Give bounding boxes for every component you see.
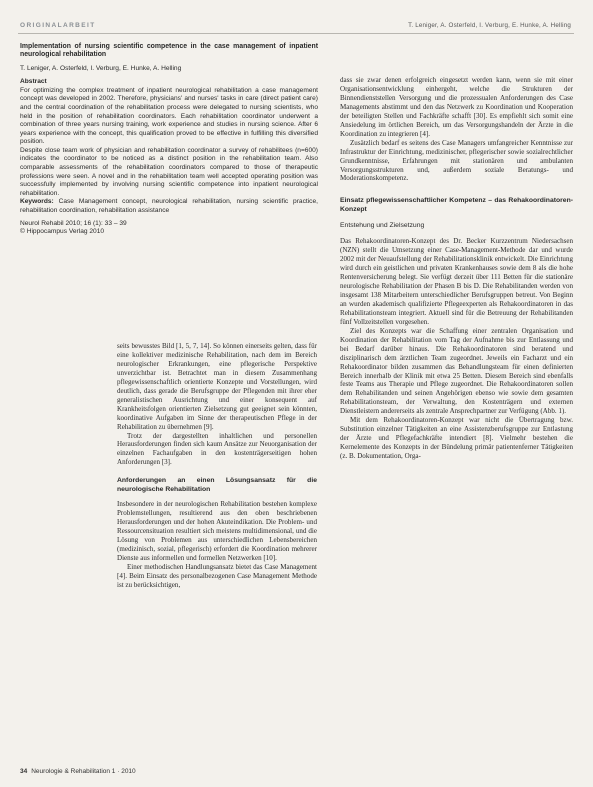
keywords: [20, 198, 318, 215]
section-heading: Einsatz pflegewissenschaftlicher Kompetenz – das Rehakoordinatoren-Konzept: [340, 197, 573, 213]
article-title: Implementation of nursing scientific competence in the case management of inpatient neurological rehabilitation: [20, 43, 318, 59]
page-number: 34: [20, 768, 28, 775]
left-column: [117, 342, 317, 590]
paragraph: Trotz der dargestellten inhaltlichen und personellen Herausforderungen finden sich kaum Ansätze zur Neuorganisation der einzelnen Fachaufgaben in den kostenträgerseitigen hohen Anforderungen [3].: [117, 431, 317, 467]
keywords-label: Keywords:: [20, 198, 54, 206]
right-column: [340, 76, 573, 461]
article-authors: T. Leniger, A. Osterfeld, I. Verburg, E. Hunke, A. Helling: [20, 64, 182, 72]
header-rule: [18, 33, 574, 34]
abstract-paragraph: Despite close team work of physician and rehabilitation coordinator a survey of rehabilitees (n=600) indicates the coordinator to be noticed as a distinct position in the rehabilitation team. Also comparable assessments of the rehabilitation coordinators compared to those of therapeutic professions were seen. A novel and in the rehabilitation team well accepted operating position was successfully implemented by involving nursing scientific competence into inpatient neurological rehabilitation.: [20, 146, 318, 197]
paragraph: Mit dem Rehakoordinatoren-Konzept war nicht die Übertragung bzw. Substitution einzelner Tätigkeiten an eine Assistenzberufsgruppe zur Entlastung der Ärzte und Pflegefachkräfte intendiert [8]. Vielmehr bestehen die Kernelemente des Konzepts in der Bündelung primär patientenferner Tätigkeiten (z. B. Dokumentation, Orga-: [340, 416, 573, 461]
citation: Neurol Rehabil 2010; 16 (1): 33 – 39: [20, 219, 127, 227]
running-header-authors: T. Leniger, A. Osterfeld, I. Verburg, E. Hunke, A. Helling: [408, 22, 571, 29]
paragraph: Insbesondere in der neurologischen Rehabilitation bestehen komplexe Problemstellungen, resultierend aus den oben beschriebenen Herausforderungen und der hohen Akuteindikation. Die Problem- und Ressourcensituation resultiert sich meistens multidimensional, und die Lösung von Problemen aus unterschiedlichen Lebensbereichen (medizinisch, sozial, pflegerisch) erfordert die Koordination mehrerer Dienste aus informellen und formellen Netzwerken [10].: [117, 500, 317, 562]
abstract-block: [20, 43, 318, 237]
paragraph: dass sie zwar denen erfolgreich eingesetzt werden kann, wenn sie mit einer Organisationsentwicklung einhergeht, welche die Strukturen der Binnendienststellen Versorgung und die prozessualen Anforderungen des Case Managements abstimmt und den das Netzwerk zu Koordination und Kooperation der beteiligten Stellen und Fachkräfte schafft [30]. Es empfiehlt sich somit eine Ansiedelung im örtlichen Bereich, um das Versorgungshandeln der Ärzte in die Koordination zu integrieren [4].: [340, 76, 573, 138]
copyright: © Hippocampus Verlag 2010: [20, 228, 105, 236]
abstract-paragraph: For optimizing the complex treatment of inpatient neurological rehabilitation a case management concept was developed in 2002. Therefore, physicians' and nurses' tasks in care (direct patient care) and the central coordination of the rehabilitation process were delegated to nursing scientists, who held in the position of rehabilitation coordinators. Each rehabilitation coordinator underwent a combination of three years nursing training, work experience and studies in nursing science. After 6 years experience with the concept, this qualification proved to be effective in fulfilling this diversified position.: [20, 86, 318, 146]
paragraph: Ziel des Konzepts war die Schaffung einer zentralen Organisation und Koordination der Rehabilitation vom Tag der Aufnahme bis zur Entlassung und bei Bedarf darüber hinaus. Die Rehakoordinatoren sind beratend und disziplinarisch dem ärztlichen Team zugeordnet. Jeweils ein Facharzt und ein Rehakoordinator bilden zusammen das Behandlungsteam für einen definierten Bereich innerhalb der Klinik mit etwa 25 Betten. Diesem Bereich sind ebenfalls feste Teams aus Therapie und Pflege zugeordnet. Die Rehakoordinatoren sollen dem Rehabilitanden und seinen Angehörigen ebenso wie sowie dem gesamten Rehabilitationsteam, der Verwaltung, den Kostenträgern und externen Dienstleistern andererseits als zentrale Ansprechpartner zur Verfügung (Abb. 1).: [340, 326, 573, 416]
subsection-heading: Entstehung und Zielsetzung: [340, 222, 425, 230]
section-label: ORIGINALARBEIT: [20, 22, 96, 29]
abstract-label: Abstract: [20, 77, 47, 85]
paragraph: Das Rehakoordinatoren-Konzept des Dr. Becker Kurzzentrum Niedersachsen (NZN) stellt die Umsetzung einer Case-Management-Methode dar und wurde 2002 mit der Neuaufstellung der Rehabilitationsklinik entwickelt. Die Einrichtung wird durch ein geistlichen und privaten Krankenhauses sowie dem 8 als die hohe Rentenversicherung belegt. Sie verfügt derzeit über 111 Betten für die stationäre neurologische Rehabilitation der Phasen B bis D. Die Rehabilitanden werden von insgesamt 138 Mitarbeitern unterschiedlicher Berufsgruppen betreut. Von Beginn an wurden akademisch qualifizierte Pflegeexperten als Rehakoordinatoren in das Rehabilitationsteam integriert. Aktuell sind für die Betreuung der Rehabilitanden fünf Vollzeitstellen vorgesehen.: [340, 237, 573, 326]
page-footer: [20, 768, 136, 775]
paragraph: seits bewusstes Bild [1, 5, 7, 14]. So können einerseits gelten, dass für eine kollektiver medizinische Rehabilitation, nach dem im Bereich neurologischer Erkrankungen, eine pflegerische Perspektive unverzichtbar ist. Betrachtet man in diesem Zusammenhang pflegewissenschaftlich orientierte Konzepte und Vorstellungen, wird deutlich, dass gerade die Berufsgruppe der Pflegenden mit ihrer eher generalistischen Ausrichtung und einer konsequent auf Krankheitsfolgen orientierten Zielsetzung gut geeignet sein könnten, koordinative Aufgaben im Sinne der therapeutischen Pflege in der Rehabilitation zu übernehmen [9].: [117, 342, 317, 431]
section-heading: Anforderungen an einen Lösungsansatz für die neurologische Rehabilitation: [117, 477, 317, 493]
paragraph: Zusätzlich bedarf es seitens des Case Managers umfangreicher Kenntnisse zur Infrastruktur der Einrichtung, medizinischer, pflegerischer sowie sozialrechtlicher Grundkenntnisse, Erfahrungen mit stationären und ambulanten Versorgungsstrukturen und, außerdem soziale Beratungs- und Moderationskompetenz.: [340, 138, 573, 183]
journal-name: Neurologie & Rehabilitation 1 · 2010: [31, 768, 136, 775]
keywords-text: Case Management concept, neurological rehabilitation, nursing scientific practice, rehabilitation coordination, rehabilitation assistance: [20, 198, 318, 215]
paragraph: Einer methodischen Handlungsansatz bietet das Case Management [4]. Beim Einsatz des personalbezogenen Case Management Methode ist zu berücksichtigen,: [117, 562, 317, 589]
